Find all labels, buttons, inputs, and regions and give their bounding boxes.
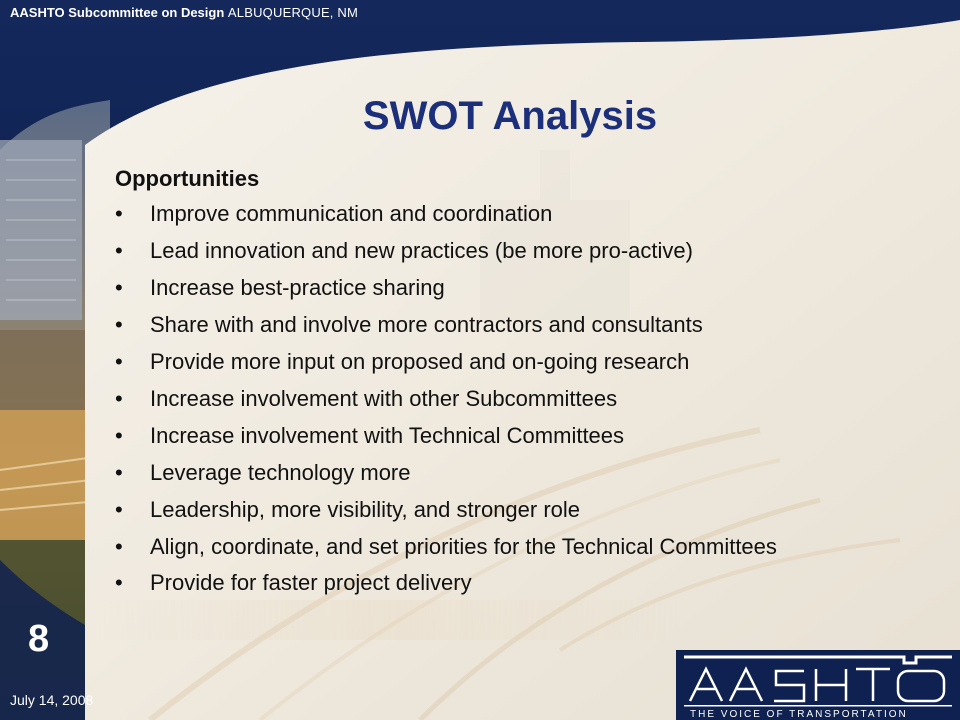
bullet-icon: • — [115, 570, 123, 595]
bullet-item — [115, 236, 835, 266]
bullet-item — [115, 347, 835, 377]
bullet-icon: • — [115, 497, 123, 522]
bullet-list — [115, 199, 835, 598]
logo-tagline-art: THE VOICE OF TRANSPORTATION — [690, 709, 908, 720]
bullet-text: Increase best-practice sharing — [150, 275, 445, 300]
bullet-icon: • — [115, 386, 123, 411]
bullet-text: Provide for faster project delivery — [150, 570, 472, 595]
bullet-text: Provide more input on proposed and on-going research — [150, 349, 690, 374]
slide-content — [115, 165, 835, 605]
bullet-text: Leadership, more visibility, and stronger role — [150, 497, 581, 522]
bullet-text: Align, coordinate, and set priorities for the Technical Committees — [150, 534, 777, 559]
bullet-text: Improve communication and coordination — [150, 201, 553, 226]
bullet-icon: • — [115, 312, 123, 337]
bullet-text: Share with and involve more contractors and consultants — [150, 312, 703, 337]
bullet-icon: • — [115, 460, 123, 485]
bullet-icon: • — [115, 534, 123, 559]
bullet-text: Lead innovation and new practices (be more pro-active) — [150, 238, 693, 263]
bullet-text: Leverage technology more — [150, 460, 411, 485]
bullet-icon: • — [115, 201, 123, 226]
slide-number: 8 — [28, 618, 50, 660]
aashto-logo — [676, 651, 960, 720]
bullet-item — [115, 310, 835, 340]
bullet-item — [115, 495, 835, 525]
slide-title: SWOT Analysis — [362, 94, 658, 138]
footer-date: July 14, 2008 — [10, 692, 94, 708]
bullet-item — [115, 458, 835, 488]
bullet-item — [115, 273, 835, 303]
bullet-icon: • — [115, 275, 123, 300]
bullet-item — [115, 532, 835, 561]
header-location: ALBUQUERQUE, NM — [227, 5, 359, 20]
bullet-item — [115, 568, 835, 598]
section-heading: Opportunities — [115, 166, 260, 191]
bullet-item — [115, 199, 835, 229]
bullet-text: Increase involvement with other Subcommittees — [150, 386, 618, 411]
bullet-text: Increase involvement with Technical Committees — [150, 423, 625, 448]
bullet-icon: • — [115, 423, 123, 448]
bullet-item — [115, 421, 835, 451]
bullet-icon: • — [115, 238, 123, 263]
bullet-icon: • — [115, 349, 123, 374]
header — [10, 5, 358, 20]
header-org: AASHTO Subcommittee on Design — [10, 5, 225, 20]
bullet-item — [115, 384, 835, 414]
